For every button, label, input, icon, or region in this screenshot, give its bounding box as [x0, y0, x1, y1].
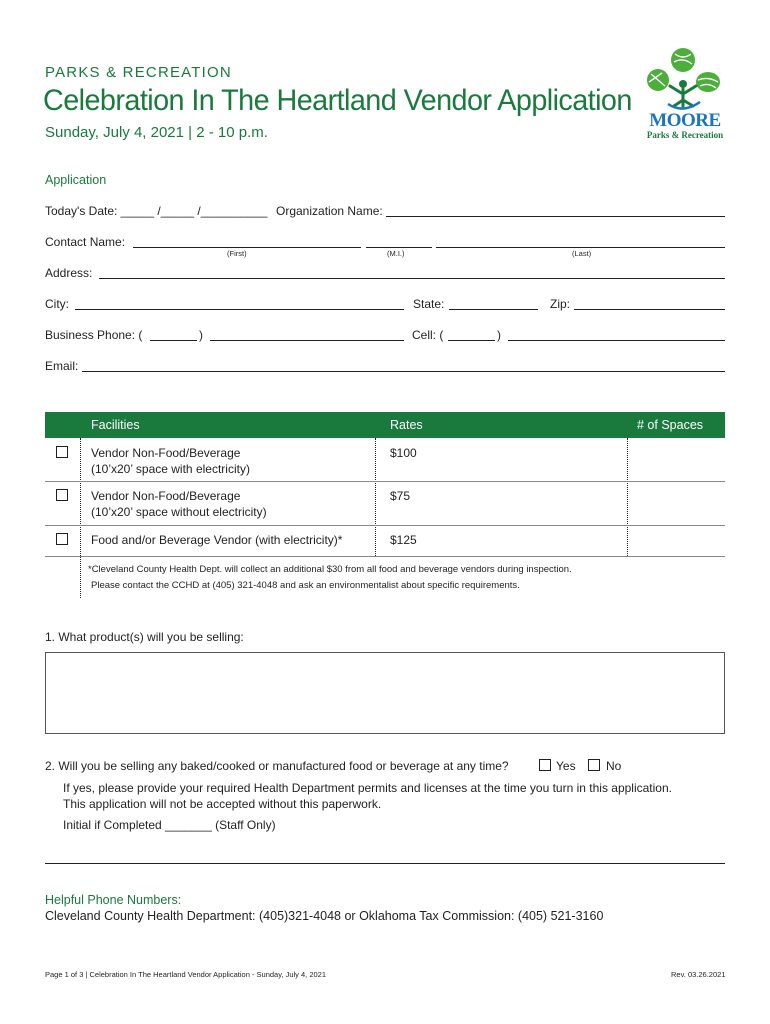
cell-close: ) [497, 328, 501, 342]
spaces-input-3[interactable] [628, 526, 725, 556]
table-row-divider [45, 525, 725, 526]
permits-note: If yes, please provide your required Health Department permits and licenses at the time you turn in this application. [63, 781, 672, 795]
contact-last-field[interactable] [436, 247, 725, 248]
event-date: Sunday, July 4, 2021 | 2 - 10 p.m. [45, 124, 268, 141]
contact-name-label: Contact Name: [45, 235, 126, 249]
helpful-phone-numbers: Cleveland County Health Department: (405)321-4048 or Oklahoma Tax Commission: (405) 521-3160 [45, 909, 604, 923]
health-dept-note: *Cleveland County Health Dept. will collect an additional $30 from all food and beverage vendors during inspection. [88, 564, 572, 575]
facility-rate-2: $75 [390, 489, 411, 503]
page-title: Celebration In The Heartland Vendor Application [43, 84, 632, 117]
business-phone-label: Business Phone: ( [45, 328, 143, 342]
contact-mi-field[interactable] [366, 247, 432, 248]
table-divider [375, 438, 376, 556]
facility-detail-1: (10’x20’ space with electricity) [91, 462, 250, 476]
facility-checkbox-3[interactable] [56, 533, 68, 545]
zip-field[interactable] [574, 309, 725, 310]
question-1: 1. What product(s) will you be selling: [45, 630, 244, 644]
table-divider [80, 438, 81, 598]
yes-checkbox[interactable] [539, 759, 551, 771]
products-answer-box[interactable] [45, 652, 725, 734]
paperwork-note: This application will not be accepted without this paperwork. [63, 797, 382, 811]
column-header-spaces: # of Spaces [637, 418, 704, 432]
spaces-input-1[interactable] [628, 439, 725, 481]
yes-label: Yes [556, 759, 576, 773]
no-checkbox[interactable] [588, 759, 600, 771]
column-header-rates: Rates [390, 418, 423, 432]
facility-detail-2: (10’x20’ space without electricity) [91, 505, 267, 519]
footer-revision: Rev. 03.26.2021 [671, 970, 726, 979]
facility-rate-1: $100 [390, 446, 417, 460]
city-label: City: [45, 297, 69, 311]
table-row-divider [45, 556, 725, 557]
contact-last-sublabel: (Last) [572, 249, 592, 258]
email-field[interactable] [82, 371, 725, 372]
logo-tagline: Parks & Recreation [646, 130, 724, 140]
organization-name-field[interactable] [386, 216, 725, 217]
facility-checkbox-1[interactable] [56, 446, 68, 458]
zip-label: Zip: [550, 297, 571, 311]
facility-checkbox-2[interactable] [56, 489, 68, 501]
cell-area-field[interactable] [448, 340, 495, 341]
column-header-facilities: Facilities [91, 418, 140, 432]
business-phone-area-field[interactable] [150, 340, 197, 341]
organization-name-label: Organization Name: [276, 204, 383, 218]
header-kicker: PARKS & RECREATION [45, 64, 232, 81]
section-label-application: Application [45, 173, 107, 187]
question-2: 2. Will you be selling any baked/cooked or manufactured food or beverage at any time? [45, 759, 509, 773]
no-label: No [606, 759, 622, 773]
facility-name-1: Vendor Non-Food/Beverage [91, 446, 241, 460]
email-label: Email: [45, 359, 79, 373]
contact-first-sublabel: (First) [227, 249, 247, 258]
city-field[interactable] [75, 309, 404, 310]
todays-date-field[interactable]: Today's Date: _____ /_____ /__________ [45, 204, 268, 218]
facility-name-3: Food and/or Beverage Vendor (with electricity)* [91, 533, 343, 547]
contact-mi-sublabel: (M.I.) [387, 249, 405, 258]
footer-page-info: Page 1 of 3 | Celebration In The Heartland Vendor Application - Sunday, July 4, 2021 [45, 970, 327, 979]
facility-name-2: Vendor Non-Food/Beverage [91, 489, 241, 503]
table-row-divider [45, 481, 725, 482]
cell-field[interactable] [508, 340, 725, 341]
spaces-input-2[interactable] [628, 482, 725, 525]
address-label: Address: [45, 266, 93, 280]
helpful-phone-heading: Helpful Phone Numbers: [45, 893, 182, 907]
business-phone-close: ) [199, 328, 203, 342]
facility-rate-3: $125 [390, 533, 417, 547]
table-header [45, 412, 725, 438]
section-divider [45, 863, 725, 864]
contact-first-field[interactable] [133, 247, 361, 248]
health-dept-contact-note: Please contact the CCHD at (405) 321-4048 and ask an environmentalist about specific requirements. [91, 580, 520, 591]
logo-name: MOORE [649, 110, 721, 131]
moore-parks-logo [638, 44, 730, 144]
business-phone-field[interactable] [210, 340, 404, 341]
staff-initial-field[interactable]: Initial if Completed _______ (Staff Only) [63, 818, 276, 832]
address-field[interactable] [99, 278, 725, 279]
state-label: State: [413, 297, 445, 311]
cell-label: Cell: ( [412, 328, 444, 342]
state-field[interactable] [449, 309, 538, 310]
